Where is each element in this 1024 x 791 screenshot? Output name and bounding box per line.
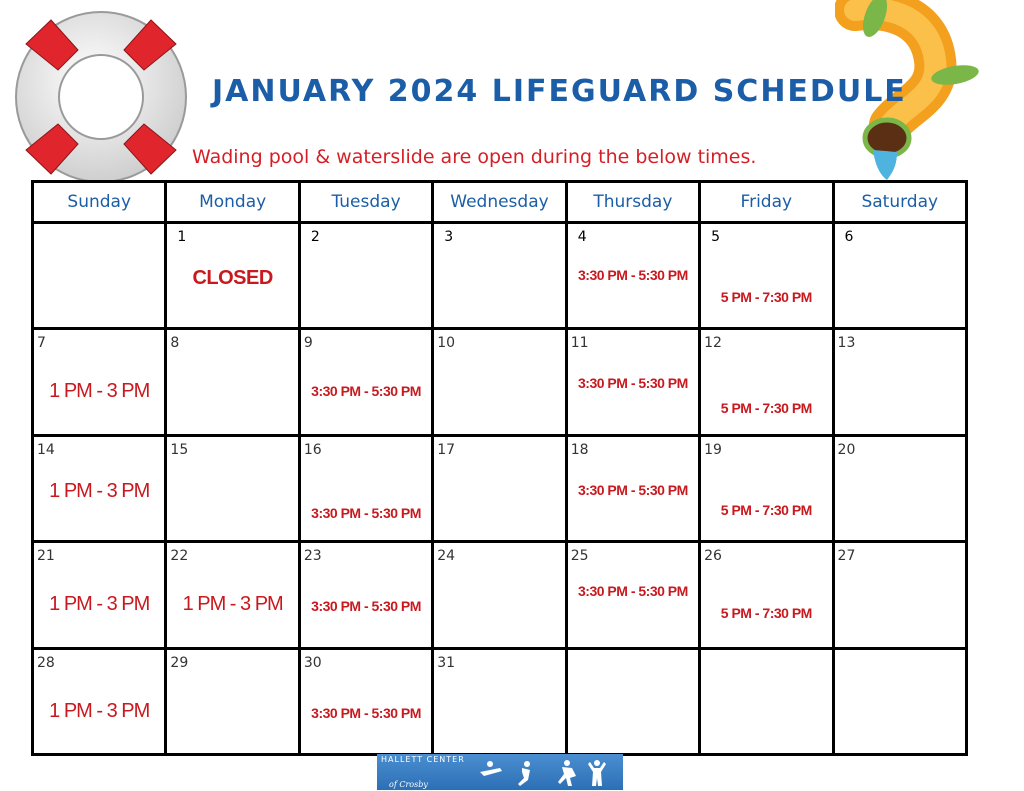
open-hours: 5 PM - 7:30 PM: [720, 605, 812, 622]
day-number: 22: [170, 548, 189, 565]
calendar-day-cell: [833, 435, 966, 541]
calendar-day-cell: [566, 648, 699, 754]
day-number: 20: [837, 441, 856, 458]
page-title: JANUARY 2024 LIFEGUARD SCHEDULE: [212, 74, 907, 109]
day-number: 6: [844, 229, 854, 245]
page-subtitle: Wading pool & waterslide are open during the below times.: [192, 146, 757, 168]
calendar-day-cell: [566, 435, 699, 541]
calendar-week-row: [33, 542, 967, 648]
day-number: 2: [310, 229, 320, 245]
day-number: 13: [837, 335, 856, 352]
day-number: 31: [437, 654, 456, 671]
calendar-day-cell: [433, 223, 566, 329]
calendar-day-cell: [166, 435, 299, 541]
day-number: 1: [177, 229, 187, 245]
day-number: 27: [837, 548, 856, 565]
day-number: 9: [303, 335, 313, 352]
open-hours: 3:30 PM - 5:30 PM: [578, 375, 688, 392]
calendar-day-cell: [833, 542, 966, 648]
calendar-day-cell: [700, 435, 833, 541]
logo-line1: HALLETT CENTER: [381, 755, 465, 764]
day-number: 12: [704, 335, 722, 352]
calendar-day-cell: [166, 329, 299, 435]
calendar-day-cell: [433, 542, 566, 648]
calendar-day-cell: [433, 329, 566, 435]
calendar-day-cell: [433, 435, 566, 541]
calendar-day-cell: [33, 223, 166, 329]
day-number: 8: [170, 335, 180, 352]
calendar-day-cell: [166, 223, 299, 329]
calendar-day-cell: [166, 648, 299, 754]
calendar-day-cell: [299, 223, 432, 329]
day-number: 10: [437, 335, 456, 352]
calendar-day-cell: [299, 648, 432, 754]
day-number: 3: [444, 229, 454, 245]
calendar-day-cell: [566, 223, 699, 329]
day-number: 24: [437, 548, 456, 565]
open-hours: 1 PM - 3 PM: [49, 479, 150, 502]
calendar-day-cell: [833, 223, 966, 329]
weekday-header: Monday: [166, 182, 299, 223]
weekday-header: Wednesday: [433, 182, 566, 223]
weekday-header-row: [33, 182, 967, 223]
logo-line2: of Crosby: [389, 780, 428, 789]
open-hours: 3:30 PM - 5:30 PM: [578, 583, 688, 600]
life-ring-icon: [6, 2, 196, 192]
open-hours: 3:30 PM - 5:30 PM: [311, 598, 421, 615]
calendar-day-cell: [299, 329, 432, 435]
day-number: 21: [37, 548, 55, 565]
day-number: 26: [704, 548, 722, 565]
calendar-day-cell: [700, 223, 833, 329]
calendar-day-cell: [166, 542, 299, 648]
day-number: 17: [437, 441, 456, 458]
day-number: 29: [170, 654, 189, 671]
day-number: 28: [37, 654, 55, 671]
open-hours: 5 PM - 7:30 PM: [720, 289, 812, 305]
calendar-day-cell: [33, 435, 166, 541]
calendar-week-row: [33, 435, 967, 541]
calendar-day-cell: [33, 648, 166, 754]
calendar-day-cell: [700, 542, 833, 648]
open-hours: 5 PM - 7:30 PM: [720, 400, 812, 417]
calendar-week-row: [33, 223, 967, 329]
calendar-day-cell: [566, 329, 699, 435]
day-number: 11: [570, 335, 589, 352]
day-number: 4: [577, 229, 587, 245]
calendar-day-cell: [700, 648, 833, 754]
day-number: 30: [303, 654, 322, 671]
day-number: 19: [704, 441, 722, 458]
calendar-day-cell: [299, 435, 432, 541]
calendar-day-cell: [566, 542, 699, 648]
open-hours: 1 PM - 3 PM: [182, 593, 283, 616]
day-number: 7: [37, 335, 46, 352]
calendar-day-cell: [433, 648, 566, 754]
open-hours: 1 PM - 3 PM: [49, 380, 150, 403]
calendar-grid: [31, 180, 968, 756]
closed-label: CLOSED: [192, 267, 273, 289]
calendar-week-row: [33, 329, 967, 435]
weekday-header: Tuesday: [299, 182, 432, 223]
open-hours: 3:30 PM - 5:30 PM: [311, 504, 421, 521]
calendar-day-cell: [833, 648, 966, 754]
day-number: 14: [37, 441, 55, 458]
day-number: 18: [570, 441, 589, 458]
day-number: 23: [303, 548, 322, 565]
open-hours: 3:30 PM - 5:30 PM: [578, 481, 688, 498]
calendar-day-cell: [299, 542, 432, 648]
hallett-center-logo: [377, 754, 623, 790]
calendar-day-cell: [33, 542, 166, 648]
weekday-header: Saturday: [833, 182, 966, 223]
open-hours: 3:30 PM - 5:30 PM: [311, 704, 421, 721]
day-number: 25: [570, 548, 589, 565]
open-hours: 5 PM - 7:30 PM: [720, 501, 812, 518]
day-number: 16: [303, 441, 322, 458]
open-hours: 1 PM - 3 PM: [49, 699, 150, 722]
calendar-day-cell: [833, 329, 966, 435]
open-hours: 3:30 PM - 5:30 PM: [311, 383, 421, 400]
day-number: 15: [170, 441, 189, 458]
open-hours: 1 PM - 3 PM: [49, 593, 150, 616]
weekday-header: Friday: [700, 182, 833, 223]
calendar-day-cell: [33, 329, 166, 435]
weekday-header: Sunday: [33, 182, 166, 223]
open-hours: 3:30 PM - 5:30 PM: [578, 267, 688, 283]
day-number: 5: [711, 229, 721, 245]
sports-figures-icon: [472, 758, 612, 788]
weekday-header: Thursday: [566, 182, 699, 223]
calendar-week-row: [33, 648, 967, 754]
calendar-day-cell: [700, 329, 833, 435]
